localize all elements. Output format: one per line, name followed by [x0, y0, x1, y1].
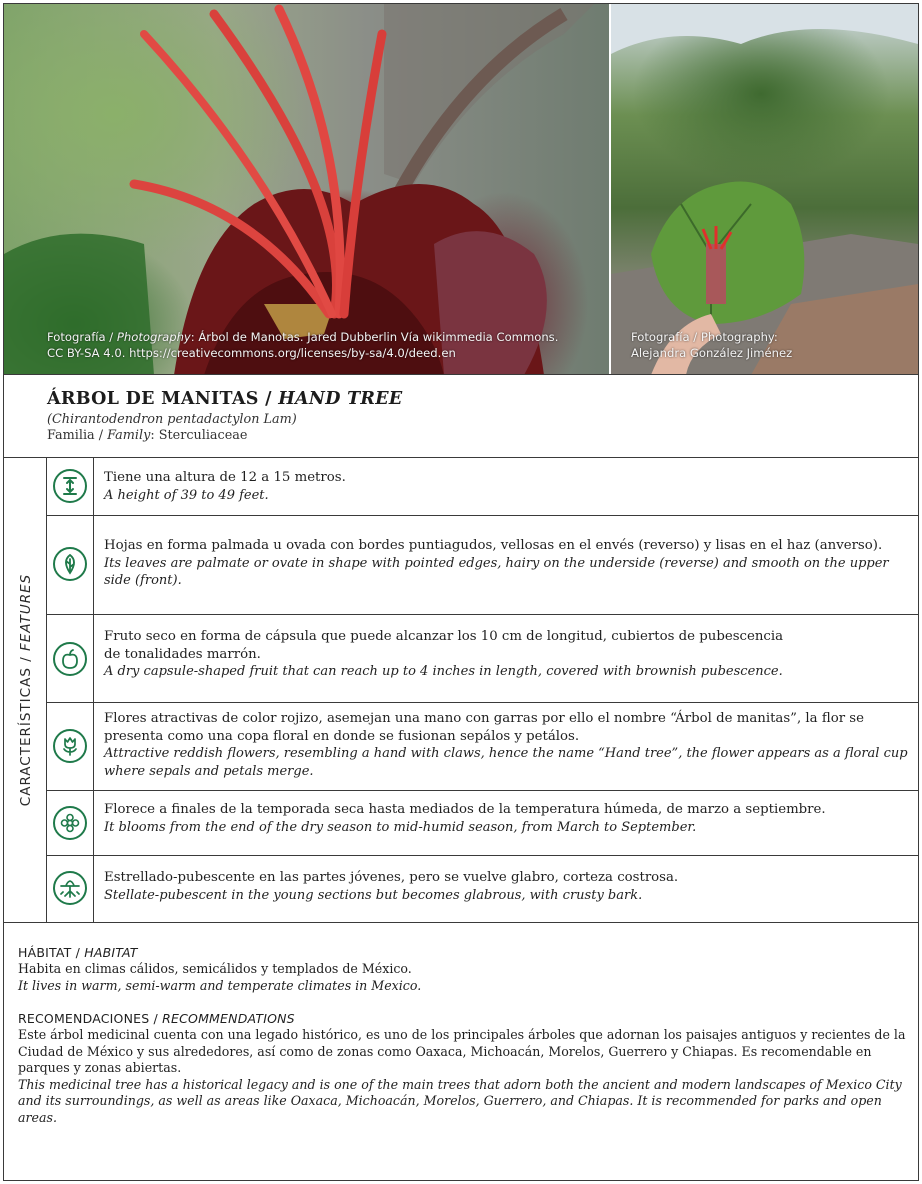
feature-row-height: [47, 458, 918, 516]
feature-en: A dry capsule-shaped fruit that can reach up to 4 inches in length, covered with brownish pubescence.: [104, 664, 783, 679]
feature-row-leaves: [47, 516, 918, 615]
flower-icon-glyph: [59, 812, 81, 834]
side-label-en: FEATURES: [18, 573, 34, 651]
family-label-es: Familia /: [47, 428, 108, 443]
feature-text: [104, 801, 912, 836]
features-side-label: [18, 574, 34, 806]
credit-license: CC BY-SA 4.0. https://creativecommons.org/licenses/by-sa/4.0/deed.en: [47, 346, 456, 360]
feature-row-fruit: [47, 615, 918, 703]
recommendations-heading-es: RECOMENDACIONES /: [18, 1011, 163, 1026]
page-title: [47, 389, 918, 409]
feature-en: Attractive reddish flowers, resembling a hand with claws, hence the name “Hand tree”, the flower appears as a floral cup where sepals and petals merge.: [104, 746, 908, 779]
features-side-column: [4, 458, 47, 923]
feature-text: [104, 628, 794, 681]
credit-prefix: Fotografía /: [47, 330, 117, 344]
feature-icon-cell: [47, 703, 94, 790]
family-line: [47, 428, 918, 443]
species-header: [4, 376, 918, 458]
feature-row-flowers: [47, 703, 918, 791]
photo-strip: [4, 4, 918, 375]
tulip-icon: [53, 729, 87, 763]
section-spacer: [18, 994, 908, 1010]
roots-icon-glyph: [59, 877, 81, 899]
leaf-icon-glyph: [59, 553, 81, 575]
feature-es: Flores atractivas de color rojizo, asemejan una mano con garras por ello el nombre “Árbol de manitas”, la flor se presenta como una copa floral en donde se fusionan sepálos y petálos.: [104, 711, 864, 744]
recommendations-text-en: This medicinal tree has a historical legacy and is one of the main trees that adorn both the ancient and modern landscapes of Mexico City and its surroundings, as well as areas like Oaxaca, Michoacán, Morelos, Guerrero, and Chiapas. It is recommended for parks and open areas.: [18, 1076, 902, 1125]
flower-icon: [53, 806, 87, 840]
left-photo-credit: [47, 329, 607, 361]
habitat-heading-es: HÁBITAT /: [18, 945, 85, 960]
feature-text: [104, 537, 912, 590]
feature-es: Florece a finales de la temporada seca hasta mediados de la temperatura húmeda, de marzo a septiembre.: [104, 802, 826, 817]
title-english: HAND TREE: [278, 389, 403, 409]
feature-es: Tiene una altura de 12 a 15 metros.: [104, 470, 346, 485]
fruit-icon: [53, 642, 87, 676]
credit-author: Alejandra González Jiménez: [631, 346, 793, 360]
credit-label: Fotografía / Photography:: [631, 330, 778, 344]
fruit-icon-glyph: [59, 648, 81, 670]
feature-text: [104, 469, 912, 504]
feature-row-bark: [47, 856, 918, 923]
credit-source: : Árbol de Manotas. Jared Dubberlin Vía wikimmedia Commons.: [190, 330, 559, 344]
family-label-en: Family: [107, 428, 151, 443]
feature-en: It blooms from the end of the dry season to mid-humid season, from March to September.: [104, 819, 697, 835]
feature-icon-cell: [47, 458, 94, 515]
feature-text: [104, 710, 912, 780]
roots-icon: [53, 871, 87, 905]
recommendations-heading: [18, 1010, 908, 1027]
feature-text: [104, 869, 912, 904]
info-sheet: [3, 3, 919, 1181]
habitat-text-en: It lives in warm, semi-warm and temperate climates in Mexico.: [18, 977, 422, 993]
habitat-heading-en: HABITAT: [84, 945, 138, 960]
flower-photo: [4, 4, 609, 375]
info-section: [18, 944, 908, 1126]
feature-es: Hojas en forma palmada u ovada con bordes puntiagudos, vellosas en el envés (reverso) y lisas en el haz (anverso).: [104, 538, 883, 553]
side-label-es: CARACTERÍSTICAS /: [18, 650, 34, 807]
recommendations-heading-en: RECOMMENDATIONS: [162, 1011, 295, 1026]
hand-holding-leaves-illustration: [611, 4, 918, 375]
family-value: : Sterculiaceae: [150, 428, 248, 443]
leaf-icon: [53, 547, 87, 581]
height-icon-glyph: [59, 475, 81, 497]
feature-en: Stellate-pubescent in the young sections but becomes glabrous, with crusty bark.: [104, 887, 643, 903]
feature-icon-cell: [47, 615, 94, 702]
feature-es: Fruto seco en forma de cápsula que puede alcanzar los 10 cm de longitud, cubiertos de pubescencia de tonalidades marrón.: [104, 629, 784, 662]
feature-en: A height of 39 to 49 feet.: [104, 487, 269, 503]
features-table: [4, 458, 918, 923]
credit-italic: Photography: [116, 330, 191, 344]
feature-icon-cell: [47, 516, 94, 614]
tulip-icon-glyph: [59, 735, 81, 757]
recommendations-text-es: Este árbol medicinal cuenta con una legado histórico, es uno de los principales árboles que adornan los paisajes antiguos y recientes de la Ciudad de México y sus alrededores, así como de zonas como Oaxaca, Michoacán, Morelos, Guerrero y Chiapas. Es recomendable en parques y zonas abiertas.: [18, 1027, 906, 1075]
habitat-heading: [18, 944, 908, 961]
leaves-photo: [611, 4, 918, 375]
feature-es: Estrellado-pubescente en las partes jóvenes, pero se vuelve glabro, corteza costrosa.: [104, 870, 679, 885]
scientific-name: (Chirantodendron pentadactylon Lam): [47, 412, 297, 427]
height-icon: [53, 469, 87, 503]
feature-icon-cell: [47, 856, 94, 923]
hand-flower-illustration: [4, 4, 609, 375]
right-photo-credit: [631, 329, 911, 361]
habitat-text-es: Habita en climas cálidos, semicálidos y templados de México.: [18, 961, 412, 976]
feature-row-blooming: [47, 791, 918, 856]
feature-en: Its leaves are palmate or ovate in shape with pointed edges, hairy on the underside (reverse) and smooth on the upper side (front).: [104, 555, 889, 588]
feature-icon-cell: [47, 791, 94, 855]
title-spanish: ÁRBOL DE MANITAS /: [47, 389, 279, 409]
